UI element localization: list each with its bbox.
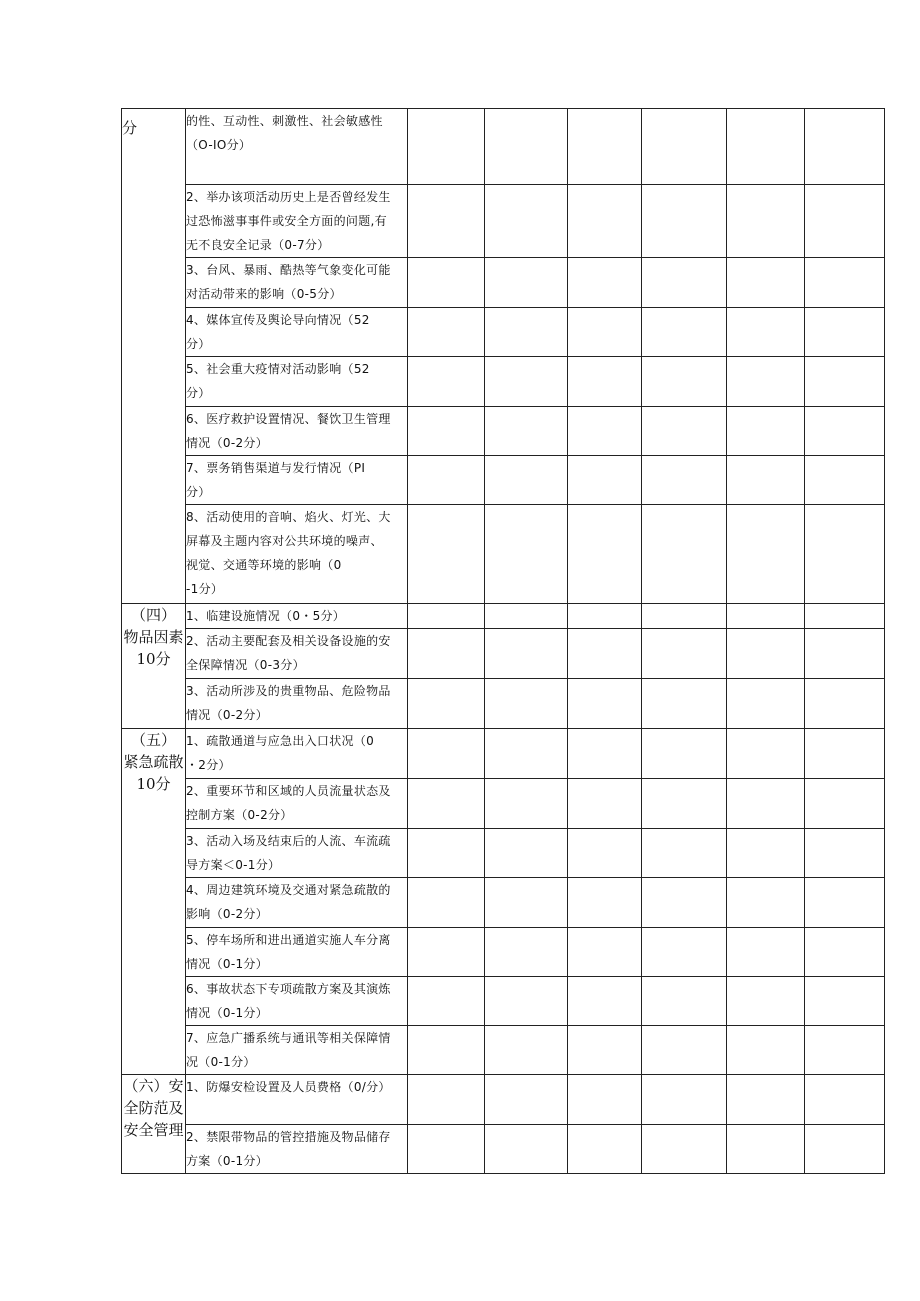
category-label: （四） — [130, 606, 176, 624]
score-cell — [727, 308, 805, 357]
score-cell — [727, 1075, 805, 1125]
score-cell — [727, 928, 805, 977]
score-cell — [642, 679, 727, 729]
score-cell — [805, 779, 885, 829]
table-row — [122, 928, 885, 977]
category-label: 全防范及 — [123, 1099, 184, 1117]
score-cell — [727, 779, 805, 829]
score-cell — [408, 604, 485, 629]
score-cell — [568, 629, 642, 679]
score-cell — [727, 604, 805, 629]
score-cell — [568, 1125, 642, 1174]
risk-assessment-table — [121, 108, 885, 1174]
score-cell — [485, 109, 568, 185]
score-cell — [727, 1125, 805, 1174]
score-cell — [642, 604, 727, 629]
score-cell — [727, 977, 805, 1026]
score-cell — [568, 604, 642, 629]
category-label: 安全管理 — [123, 1121, 184, 1139]
score-cell — [485, 1075, 568, 1125]
table-row — [122, 456, 885, 505]
score-cell — [568, 505, 642, 604]
score-cell — [408, 829, 485, 878]
item-cell: 1、临建设施情况（0・5分） — [186, 604, 408, 629]
item-cell: 5、停车场所和进出通道实施人车分离 情况（0-1分） — [186, 928, 408, 977]
score-cell — [485, 779, 568, 829]
score-cell — [805, 729, 885, 779]
score-cell — [642, 829, 727, 878]
score-cell — [408, 1075, 485, 1125]
score-cell — [727, 407, 805, 456]
item-cell: 5、社会重大疫情对活动影响（52 分） — [186, 357, 408, 407]
item-cell: 1、防爆安检设置及人员费格（0/分） — [186, 1075, 408, 1125]
score-cell — [805, 456, 885, 505]
score-cell — [805, 928, 885, 977]
score-cell — [642, 878, 727, 928]
score-cell — [485, 1125, 568, 1174]
item-cell: 2、举办该项活动历史上是否曾经发生 过恐怖滋事事件或安全方面的问题,有 无不良安全记录（0-7分） — [186, 185, 408, 258]
score-cell — [805, 977, 885, 1026]
score-cell — [485, 629, 568, 679]
score-cell — [805, 505, 885, 604]
score-cell — [408, 629, 485, 679]
score-cell — [642, 1026, 727, 1075]
score-cell — [568, 308, 642, 357]
score-cell — [727, 679, 805, 729]
score-cell — [408, 928, 485, 977]
score-cell — [805, 308, 885, 357]
score-cell — [805, 629, 885, 679]
item-cell: 4、媒体宣传及舆论导向情况（52 分） — [186, 308, 408, 357]
item-cell: 7、票务销售渠道与发行情况（PI 分） — [186, 456, 408, 505]
score-cell — [727, 185, 805, 258]
score-cell — [485, 308, 568, 357]
score-cell — [642, 629, 727, 679]
score-cell — [408, 779, 485, 829]
score-cell — [485, 456, 568, 505]
item-cell: 2、禁限带物品的管控措施及物品储存 方案（0-1分） — [186, 1125, 408, 1174]
score-cell — [485, 505, 568, 604]
score-cell — [568, 185, 642, 258]
score-cell — [568, 258, 642, 308]
score-cell — [805, 829, 885, 878]
category-label: （六）安 — [123, 1077, 184, 1095]
category-label: 紧急疏散 — [123, 753, 184, 771]
table-row — [122, 185, 885, 258]
category-label: 物品因素 — [123, 628, 184, 646]
score-cell — [485, 258, 568, 308]
table-row — [122, 505, 885, 604]
category-cell — [122, 729, 186, 1075]
item-cell: 6、事故状态下专项疏散方案及其演炼 情况（0-1分） — [186, 977, 408, 1026]
table-row — [122, 629, 885, 679]
table-row — [122, 729, 885, 779]
category-cell — [122, 604, 186, 729]
score-cell — [408, 1125, 485, 1174]
score-cell — [568, 407, 642, 456]
category-cell — [122, 109, 186, 604]
table-row — [122, 878, 885, 928]
score-cell — [805, 109, 885, 185]
table-row — [122, 258, 885, 308]
category-label: 10分 — [136, 775, 171, 793]
score-cell — [408, 505, 485, 604]
table-row — [122, 604, 885, 629]
score-cell — [568, 878, 642, 928]
score-cell — [408, 407, 485, 456]
score-cell — [485, 357, 568, 407]
item-cell: 3、台风、暴雨、酷热等气象变化可能 对活动带来的影响（0-5分） — [186, 258, 408, 308]
score-cell — [642, 729, 727, 779]
score-cell — [805, 679, 885, 729]
item-cell: 4、周边建筑环境及交通对紧急疏散的 影响（0-2分） — [186, 878, 408, 928]
score-cell — [642, 779, 727, 829]
item-cell: 的性、互动性、刺激性、社会敏感性 （O-IO分） — [186, 109, 408, 185]
table-row — [122, 357, 885, 407]
score-cell — [485, 977, 568, 1026]
score-cell — [727, 456, 805, 505]
table-row — [122, 109, 885, 185]
score-cell — [568, 928, 642, 977]
item-cell: 6、医疗救护设置情况、餐饮卫生管理 情况（0-2分） — [186, 407, 408, 456]
score-cell — [408, 308, 485, 357]
score-cell — [727, 829, 805, 878]
score-cell — [727, 258, 805, 308]
table-row — [122, 407, 885, 456]
score-cell — [805, 357, 885, 407]
item-cell: 3、活动所涉及的贵重物品、危险物品 情况（0-2分） — [186, 679, 408, 729]
item-cell: 2、活动主要配套及相关设备设施的安 全保障情况（0-3分） — [186, 629, 408, 679]
score-cell — [642, 1075, 727, 1125]
table-row — [122, 679, 885, 729]
score-cell — [642, 258, 727, 308]
score-cell — [727, 1026, 805, 1075]
score-cell — [568, 779, 642, 829]
score-cell — [485, 829, 568, 878]
score-cell — [568, 1075, 642, 1125]
table-row — [122, 779, 885, 829]
score-cell — [485, 729, 568, 779]
score-cell — [805, 1026, 885, 1075]
score-cell — [642, 928, 727, 977]
score-cell — [642, 308, 727, 357]
score-cell — [568, 109, 642, 185]
score-cell — [727, 878, 805, 928]
score-cell — [568, 679, 642, 729]
table-row — [122, 308, 885, 357]
score-cell — [485, 407, 568, 456]
score-cell — [568, 729, 642, 779]
score-cell — [642, 977, 727, 1026]
score-cell — [408, 456, 485, 505]
item-cell: 8、活动使用的音响、焰火、灯光、大 屏幕及主题内容对公共环境的噪声、 视觉、交通等环境的影响（0 -1分） — [186, 505, 408, 604]
score-cell — [642, 505, 727, 604]
item-cell: 1、疏散通道与应急出入口状况（0 ・2分） — [186, 729, 408, 779]
score-cell — [805, 1125, 885, 1174]
score-cell — [485, 185, 568, 258]
score-cell — [642, 1125, 727, 1174]
score-cell — [805, 878, 885, 928]
score-cell — [805, 604, 885, 629]
category-label: 分 — [122, 119, 138, 137]
score-cell — [805, 407, 885, 456]
score-cell — [568, 357, 642, 407]
table-row — [122, 1125, 885, 1174]
score-cell — [642, 456, 727, 505]
score-cell — [642, 357, 727, 407]
score-cell — [727, 505, 805, 604]
score-cell — [408, 258, 485, 308]
item-cell: 2、重要环节和区域的人员流量状态及 控制方案（0-2分） — [186, 779, 408, 829]
table-row — [122, 977, 885, 1026]
score-cell — [642, 109, 727, 185]
score-cell — [485, 604, 568, 629]
score-cell — [642, 185, 727, 258]
score-cell — [485, 1026, 568, 1075]
score-cell — [568, 977, 642, 1026]
category-cell — [122, 1075, 186, 1174]
score-cell — [568, 1026, 642, 1075]
score-cell — [727, 357, 805, 407]
table-row — [122, 1026, 885, 1075]
score-cell — [568, 829, 642, 878]
score-cell — [805, 185, 885, 258]
score-cell — [408, 878, 485, 928]
score-cell — [727, 109, 805, 185]
score-cell — [485, 928, 568, 977]
score-cell — [408, 679, 485, 729]
score-cell — [485, 878, 568, 928]
category-label: 10分 — [136, 650, 171, 668]
score-cell — [408, 729, 485, 779]
score-cell — [408, 357, 485, 407]
score-cell — [408, 185, 485, 258]
score-cell — [408, 109, 485, 185]
score-cell — [727, 729, 805, 779]
score-cell — [485, 679, 568, 729]
table-row — [122, 829, 885, 878]
score-cell — [805, 1075, 885, 1125]
score-cell — [408, 977, 485, 1026]
score-cell — [642, 407, 727, 456]
category-label: （五） — [130, 731, 176, 749]
table-row — [122, 1075, 885, 1125]
item-cell: 3、活动入场及结束后的人流、车流疏 导方案＜0-1分） — [186, 829, 408, 878]
score-cell — [408, 1026, 485, 1075]
score-cell — [727, 629, 805, 679]
score-cell — [568, 456, 642, 505]
score-cell — [805, 258, 885, 308]
item-cell: 7、应急广播系统与通讯等相关保障情 况（0-1分） — [186, 1026, 408, 1075]
